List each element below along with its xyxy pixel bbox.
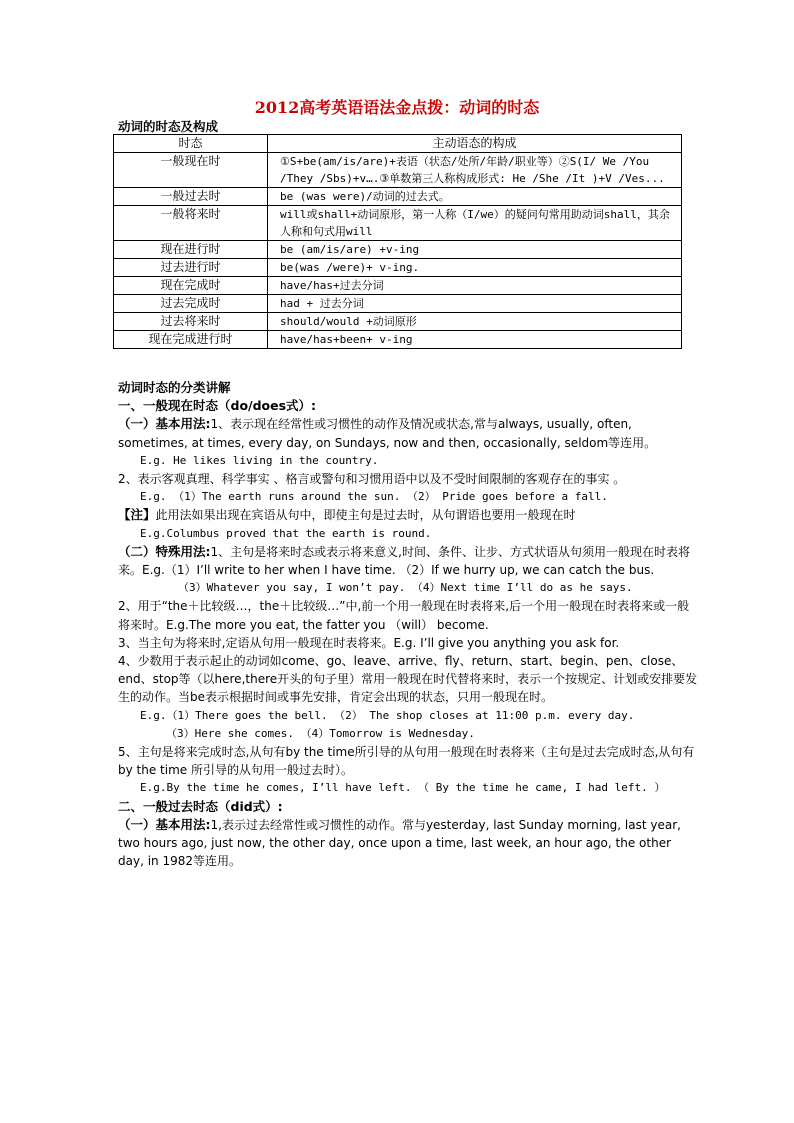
tense-name: 过去将来时 [114,313,268,331]
example: E.g.Columbus proved that the earth is round. [140,526,432,540]
tense-structure: had + 过去分词 [268,295,682,313]
tense-structure: be(was /were)+ v-ing. [268,259,682,277]
paragraph [118,816,698,871]
tense-name: 现在完成时 [114,277,268,295]
tense-table [113,134,682,349]
paragraph-lead: （二）特殊用法: [118,543,211,559]
paragraph-lead: 【注】 [118,507,156,523]
tense-name: 过去进行时 [114,259,268,277]
example: E.g. （1）The earth runs around the sun. （2） Pride goes before a fall. [140,490,608,504]
tense-name: 过去完成时 [114,295,268,313]
paragraph [118,506,698,524]
table-row [114,313,682,331]
paragraph [118,415,698,451]
paragraph: 5、主句是将来完成时态,从句有by the time所引导的从句用一般现在时表将来（主句是过去完成时态,从句有by the time 所引导的从句用一般过去时）。 [118,745,695,778]
table-row [114,295,682,313]
paragraph-text: 1、表示现在经常性或习惯性的动作及情况或状态,常与always, usually, often, sometimes, at times, every day, on Sundays, now and then, occasionally, seldom等连用。 [118,417,657,450]
tense-structure: should/would +动词原形 [268,313,682,331]
table-caption: 动词的时态及构成 [118,119,219,134]
table-header: 主动语态的构成 [268,135,682,153]
tense-structure: be (am/is/are) +v-ing [268,241,682,259]
table-header: 时态 [114,135,268,153]
paragraph: 4、少数用于表示起止的动词如come、go、leave、arrive、fly、return、start、begin、pen、close、end、stop等（以here,there开头的句子里）常用一般现在时代替将来时，表示一个按规定、计划或安排要发生的动作。当be表示根据时间或事先安排，肯定会出现的状态，只用一般现在时。 [118,654,698,705]
example: E.g.（1）There goes the bell. （2） The shop closes at 11:00 p.m. every day. [140,708,635,722]
paragraph: 2、表示客观真理、科学事实 、格言或警句和习惯用语中以及不受时间限制的客观存在的事实 。 [118,472,626,487]
page-title: 2012高考英语语法金点拨：动词的时态 [254,98,540,117]
tense-structure: have/has+过去分词 [268,277,682,295]
example: E.g. He likes living in the country. [140,453,379,467]
table-row [114,241,682,259]
table-header-row [114,135,682,153]
tense-structure: be (was were)/动词的过去式。 [268,188,682,206]
table-row [114,277,682,295]
tense-name: 一般将来时 [114,206,268,241]
example: E.g.By the time he comes, I’ll have left. （ By the time he came, I had left. ） [140,781,666,795]
tense-name: 一般过去时 [114,188,268,206]
tense-structure: will或shall+动词原形，第一人称（I/we）的疑问句常用助动词shall，其余人称和句式用will [268,206,682,241]
paragraph: 2、用于“the＋比较级…，the＋比较级…”中,前一个用一般现在时表将来,后一个用一般现在时表将来或一般将来时。E.g.The more you eat, the fatter you （will） become. [118,599,690,632]
paragraph: 3、当主句为将来时,定语从句用一般现在时表将来。E.g. I’ll give you anything you ask for. [118,635,620,650]
example: （3）Whatever you say, I won’t pay. （4）Next time I’ll do as he says. [178,581,633,595]
tense-name: 一般现在时 [114,153,268,188]
tense-name: 现在进行时 [114,241,268,259]
paragraph-text: 1,表示过去经常性或习惯性的动作。常与yesterday, last Sunday morning, last year, two hours ago, just now, the other day, once upon a time, last week, an hour ago, the other day, in 1982等连用。 [118,817,681,869]
paragraph-lead: （一）基本用法: [118,416,211,432]
paragraph-text: 1、主句是将来时态或表示将来意义,时间、条件、让步、方式状语从句须用一般现在时表将来。E.g.（1）I’ll write to her when I have time. （2）If we hurry up, we can catch the bus. [118,544,690,578]
table-row [114,331,682,349]
tense-structure: have/has+been+ v-ing [268,331,682,349]
table-row [114,259,682,277]
table-row [114,206,682,241]
tense-structure: ①S+be(am/is/are)+表语（状态/处所/年龄/职业等）②S(I/ We /You /They /Sbs)+v….③单数第三人称构成形式: He /She /It )+V /Ves... [268,153,682,188]
paragraph-lead: （一）基本用法: [118,816,211,832]
example: （3）Here she comes. （4）Tomorrow is Wednesday. [166,726,475,740]
paragraph-text: 此用法如果出现在宾语从句中，即使主句是过去时，从句谓语也要用一般现在时 [155,508,576,523]
tense-name: 现在完成进行时 [114,331,268,349]
table-row [114,153,682,188]
section-heading: 二、一般过去时态（did式）: [118,798,283,814]
table-row [114,188,682,206]
section-heading: 一、一般现在时态（do/does式）: [118,398,317,414]
section-heading: 动词时态的分类讲解 [118,380,231,395]
document-body [118,379,698,870]
paragraph [118,543,698,579]
